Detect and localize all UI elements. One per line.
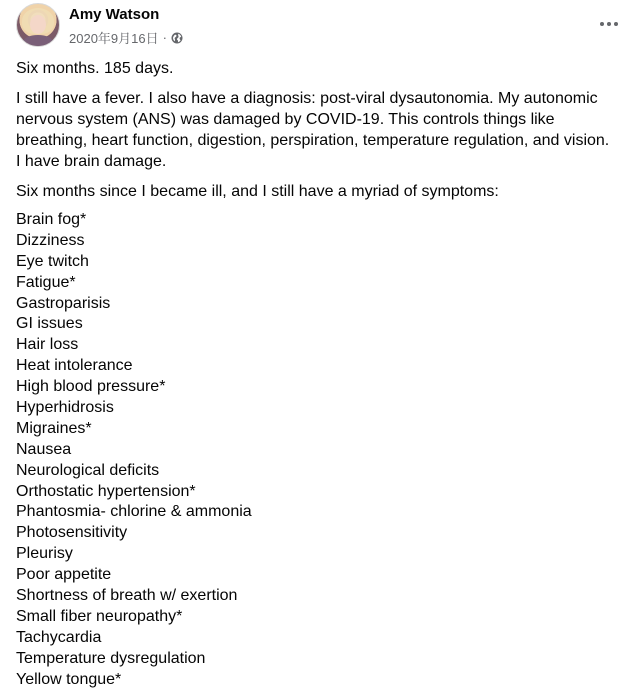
globe-icon[interactable] xyxy=(171,32,183,44)
symptom-item: Nausea xyxy=(16,440,72,458)
avatar-shirt xyxy=(23,35,53,47)
post-header xyxy=(0,0,640,56)
symptom-item: Photosensitivity xyxy=(16,524,128,542)
post-meta xyxy=(69,28,183,47)
author-avatar[interactable] xyxy=(16,3,60,47)
dot-icon xyxy=(600,22,604,26)
post-body xyxy=(16,58,616,690)
symptom-item: GI issues xyxy=(16,315,83,333)
symptom-item: Poor appetite xyxy=(16,566,112,584)
symptom-item: High blood pressure* xyxy=(16,378,166,396)
symptom-item: Hyperhidrosis xyxy=(16,399,114,417)
author-name[interactable]: Amy Watson xyxy=(69,6,160,23)
symptom-item: Migraines* xyxy=(16,419,92,437)
dot-icon xyxy=(607,22,611,26)
symptom-item: Tachycardia xyxy=(16,628,102,646)
post-paragraph: I still have a fever. I also have a diagnosis: post-viral dysautonomia. My autonomic nervous system (ANS) was damaged by COVID-19. This controls things like breathing, heart function, digestion, perspiration, temperature regulation, and vision. I have brain damage. xyxy=(16,90,610,170)
meta-separator: · xyxy=(162,30,167,45)
symptom-item: Dizziness xyxy=(16,231,85,249)
symptom-item: Phantosmia- chlorine & ammonia xyxy=(16,503,252,521)
symptom-item: Orthostatic hypertension* xyxy=(16,482,196,500)
symptom-item: Shortness of breath w/ exertion xyxy=(16,587,238,605)
symptom-item: Pleurisy xyxy=(16,545,73,563)
symptom-item: Neurological deficits xyxy=(16,461,160,479)
symptom-item: Yellow tongue* xyxy=(16,670,122,688)
symptom-item: Hair loss xyxy=(16,336,79,354)
symptom-item: Temperature dysregulation xyxy=(16,649,206,667)
symptom-item: Fatigue* xyxy=(16,273,76,291)
post-paragraph: Six months. 185 days. xyxy=(16,60,174,77)
avatar-face xyxy=(30,15,46,34)
symptom-item: Small fiber neuropathy* xyxy=(16,607,183,625)
symptom-item: Eye twitch xyxy=(16,252,89,270)
dot-icon xyxy=(614,22,618,26)
more-options-icon[interactable] xyxy=(593,14,625,34)
symptom-item: Gastroparisis xyxy=(16,294,111,312)
symptom-item: Heat intolerance xyxy=(16,357,133,375)
symptom-item: Brain fog* xyxy=(16,211,87,228)
post-date[interactable]: 2020年9月16日 xyxy=(69,31,159,46)
symptom-list xyxy=(16,210,616,690)
post-paragraph: Six months since I became ill, and I still have a myriad of symptoms: xyxy=(16,183,499,200)
